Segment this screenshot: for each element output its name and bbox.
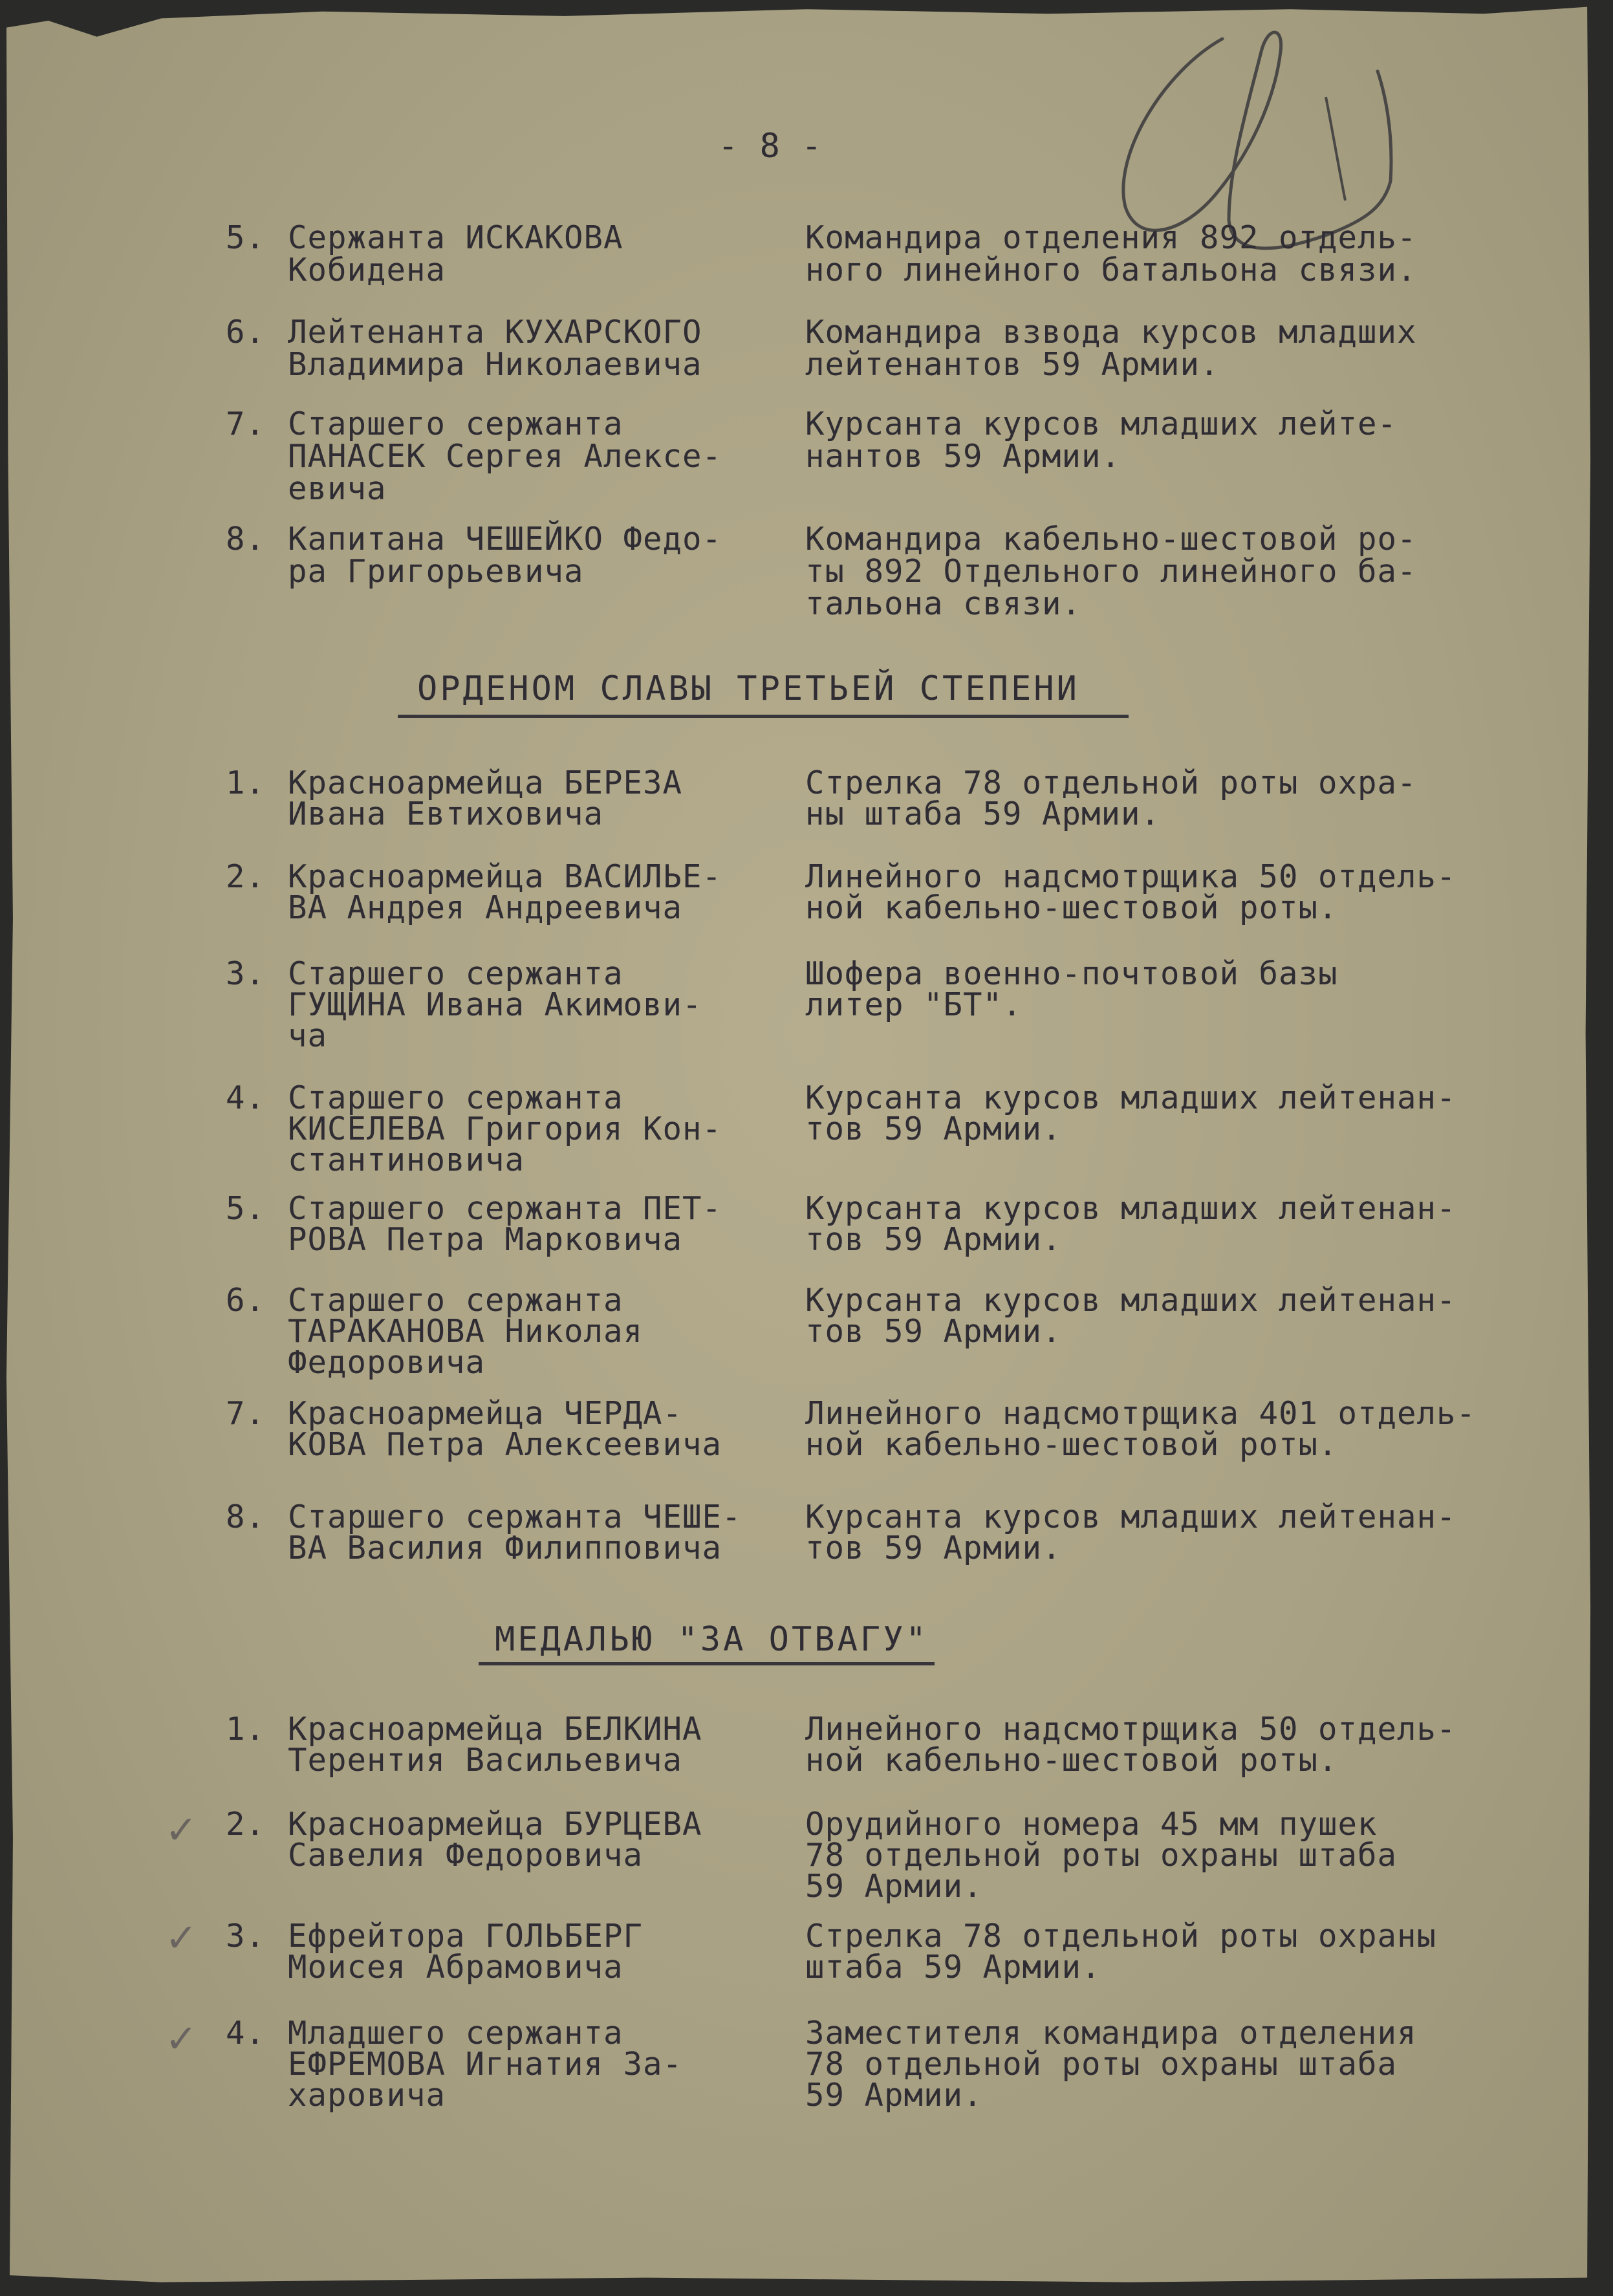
entry-name-line: Старшего сержанта bbox=[288, 1079, 623, 1116]
entry-number: 6. bbox=[225, 314, 265, 351]
entry-name-line: Старшего сержанта ПЕТ- bbox=[288, 1190, 722, 1227]
entry-desc-line: Курсанта курсов младших лейтенан- bbox=[805, 1499, 1456, 1535]
entry-name-line: ЕФРЕМОВА Игнатия За- bbox=[288, 2046, 683, 2083]
entry-name-line: Старшего сержанта bbox=[288, 406, 623, 442]
entry-number: 5. bbox=[225, 1190, 265, 1227]
entry-name-line: ПАНАСЕК Сергея Алексе- bbox=[288, 438, 722, 475]
entry-desc-line: тов 59 Армии. bbox=[805, 1221, 1062, 1258]
entry-number: 7. bbox=[225, 1395, 265, 1432]
entry-desc-line: тов 59 Армии. bbox=[805, 1530, 1062, 1566]
check-mark-icon: ✓ bbox=[165, 1808, 198, 1853]
section-heading: МЕДАЛЬЮ "ЗА ОТВАГУ" bbox=[495, 1620, 929, 1659]
entry-desc-line: 78 отдельной роты охраны штаба bbox=[805, 1837, 1398, 1874]
check-mark-icon: ✓ bbox=[165, 2017, 198, 2062]
entry-number: 5. bbox=[225, 219, 265, 256]
entry-desc-line: 78 отдельной роты охраны штаба bbox=[805, 2046, 1398, 2083]
entry-name-line: КИСЕЛЕВА Григория Кон- bbox=[288, 1110, 722, 1147]
entry-desc-line: 59 Армии. bbox=[805, 1868, 983, 1905]
entry-name-line: Старшего сержанта ЧЕШЕ- bbox=[288, 1499, 742, 1535]
entry-number: 8. bbox=[225, 1499, 265, 1535]
entry-desc-line: Линейного надсмотрщика 50 отдель- bbox=[805, 1711, 1456, 1748]
entry-name-line: Федоровича bbox=[288, 1344, 486, 1381]
entry-desc-line: Орудийного номера 45 мм пушек bbox=[805, 1806, 1378, 1843]
entry-desc-line: Курсанта курсов младших лейтенан- bbox=[805, 1079, 1456, 1116]
entry-name-line: Лейтенанта КУХАРСКОГО bbox=[288, 314, 702, 351]
entry-name-line: стантиновича bbox=[288, 1142, 525, 1178]
entry-name-line: ВА Василия Филипповича bbox=[288, 1530, 722, 1566]
entry-desc-line: тов 59 Армии. bbox=[805, 1110, 1062, 1147]
entry-number: 1. bbox=[225, 1711, 265, 1748]
entry-desc-line: ты 892 Отдельного линейного ба- bbox=[805, 553, 1417, 590]
entry-name-line: ВА Андрея Андреевича bbox=[288, 889, 683, 926]
entry-desc-line: Заместителя командира отделения bbox=[805, 2015, 1417, 2052]
entry-name-line: РОВА Петра Марковича bbox=[288, 1221, 683, 1258]
entry-name-line: Владимира Николаевича bbox=[288, 346, 702, 383]
entry-number: 2. bbox=[225, 858, 265, 895]
entry-desc-line: Шофера военно-почтовой базы bbox=[805, 955, 1338, 992]
page-number: - 8 - bbox=[718, 127, 823, 166]
entry-desc-line: Командира кабельно-шестовой ро- bbox=[805, 521, 1417, 558]
entry-number: 4. bbox=[225, 1079, 265, 1116]
heading-underline bbox=[398, 715, 1129, 718]
entry-name-line: Старшего сержанта bbox=[288, 1282, 623, 1319]
entry-desc-line: лейтенантов 59 Армии. bbox=[805, 346, 1220, 383]
entry-name-line: Красноармейца БЕРЕЗА bbox=[288, 764, 683, 801]
entry-name-line: Младшего сержанта bbox=[288, 2015, 623, 2052]
entry-number: 7. bbox=[225, 406, 265, 442]
entry-number: 1. bbox=[225, 764, 265, 801]
check-mark-icon: ✓ bbox=[165, 1916, 198, 1961]
entry-desc-line: нантов 59 Армии. bbox=[805, 438, 1121, 475]
entry-desc-line: штаба 59 Армии. bbox=[805, 1949, 1101, 1986]
entry-desc-line: Курсанта курсов младших лейте- bbox=[805, 406, 1398, 442]
entry-name-line: Красноармейца БЕЛКИНА bbox=[288, 1711, 702, 1748]
entry-desc-line: литер "БТ". bbox=[805, 986, 1023, 1023]
entry-name-line: евича bbox=[288, 470, 387, 507]
entry-desc-line: Линейного надсмотрщика 401 отдель- bbox=[805, 1395, 1477, 1432]
entry-name-line: харовича bbox=[288, 2077, 446, 2114]
entry-name-line: Капитана ЧЕШЕЙКО Федо- bbox=[288, 521, 722, 558]
section-heading: ОРДЕНОМ СЛАВЫ ТРЕТЬЕЙ СТЕПЕНИ bbox=[417, 669, 1079, 708]
entry-desc-line: Линейного надсмотрщика 50 отдель- bbox=[805, 858, 1456, 895]
entry-desc-line: ны штаба 59 Армии. bbox=[805, 796, 1161, 832]
entry-name-line: Терентия Васильевича bbox=[288, 1742, 683, 1779]
entry-number: 8. bbox=[225, 521, 265, 558]
entry-desc-line: ной кабельно-шестовой роты. bbox=[805, 1742, 1338, 1779]
entry-desc-line: Командира взвода курсов младших bbox=[805, 314, 1417, 351]
entry-name-line: Старшего сержанта bbox=[288, 955, 623, 992]
entry-desc-line: ной кабельно-шестовой роты. bbox=[805, 889, 1338, 926]
entry-desc-line: 59 Армии. bbox=[805, 2077, 983, 2114]
entry-name-line: КОВА Петра Алексеевича bbox=[288, 1426, 722, 1463]
entry-name-line: ча bbox=[288, 1017, 328, 1054]
entry-number: 6. bbox=[225, 1282, 265, 1319]
entry-name-line: Кобидена bbox=[288, 252, 446, 288]
entry-name-line: Савелия Федоровича bbox=[288, 1837, 644, 1874]
entry-number: 2. bbox=[225, 1806, 265, 1843]
entry-desc-line: ного линейного батальона связи. bbox=[805, 252, 1417, 288]
entry-desc-line: Стрелка 78 отдельной роты охраны bbox=[805, 1918, 1437, 1955]
entry-desc-line: Командира отделения 892 отдель- bbox=[805, 219, 1417, 256]
entry-desc-line: ной кабельно-шестовой роты. bbox=[805, 1426, 1338, 1463]
entry-name-line: Сержанта ИСКАКОВА bbox=[288, 219, 623, 256]
entry-number: 3. bbox=[225, 1918, 265, 1955]
entry-name-line: ра Григорьевича bbox=[288, 553, 584, 590]
entry-desc-line: Курсанта курсов младших лейтенан- bbox=[805, 1282, 1456, 1319]
entry-name-line: ГУЩИНА Ивана Акимови- bbox=[288, 986, 702, 1023]
entry-desc-line: тов 59 Армии. bbox=[805, 1313, 1062, 1350]
entry-name-line: Красноармейца БУРЦЕВА bbox=[288, 1806, 702, 1843]
entry-name-line: Красноармейца ЧЕРДА- bbox=[288, 1395, 683, 1432]
entry-name-line: Ефрейтора ГОЛЬБЕРГ bbox=[288, 1918, 644, 1955]
heading-underline bbox=[479, 1662, 935, 1665]
entry-number: 3. bbox=[225, 955, 265, 992]
entry-name-line: Моисея Абрамовича bbox=[288, 1949, 623, 1986]
entry-desc-line: тальона связи. bbox=[805, 585, 1082, 622]
entry-name-line: Ивана Евтиховича bbox=[288, 796, 604, 832]
entry-desc-line: Курсанта курсов младших лейтенан- bbox=[805, 1190, 1456, 1227]
entry-name-line: Красноармейца ВАСИЛЬЕ- bbox=[288, 858, 722, 895]
entry-desc-line: Стрелка 78 отдельной роты охра- bbox=[805, 764, 1417, 801]
entry-number: 4. bbox=[225, 2015, 265, 2052]
entry-name-line: ТАРАКАНОВА Николая bbox=[288, 1313, 644, 1350]
